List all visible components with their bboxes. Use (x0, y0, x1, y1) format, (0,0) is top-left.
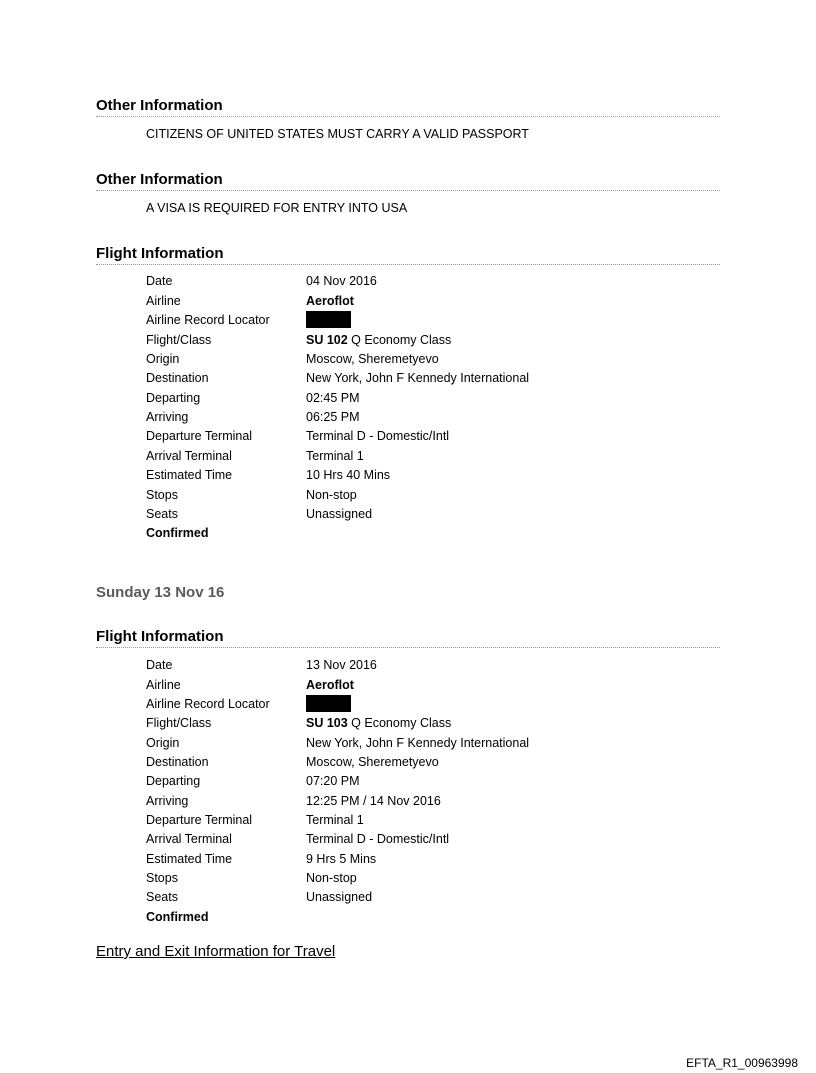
stops-label: Stops (146, 488, 178, 502)
seats-value: Unassigned (306, 507, 373, 521)
date-label: Date (146, 658, 173, 672)
cabin-class: Q Economy Class (347, 716, 452, 730)
estimated-time-label: Estimated Time (146, 852, 233, 866)
arriving-value: 06:25 PM (306, 410, 360, 424)
estimated-time-value: 10 Hrs 40 Mins (306, 468, 391, 482)
airline-name: Aeroflot (306, 294, 354, 308)
departing-label: Departing (146, 774, 201, 788)
origin-value: New York, John F Kennedy International (306, 736, 530, 750)
entry-exit-info-link[interactable]: Entry and Exit Information for Travel (96, 943, 336, 960)
arriving-label: Arriving (146, 794, 189, 808)
other-information-heading: Other Information (96, 97, 720, 117)
departure-terminal-value: Terminal 1 (306, 813, 364, 827)
stops-label: Stops (146, 871, 178, 885)
departing-value: 07:20 PM (306, 774, 360, 788)
redacted-record-locator (306, 311, 351, 328)
flight-information-heading: Flight Information (96, 628, 720, 648)
booking-status: Confirmed (146, 526, 209, 540)
seats-label: Seats (146, 507, 178, 521)
flight-number: SU 103 (306, 716, 348, 730)
arriving-value: 12:25 PM / 14 Nov 2016 (306, 794, 441, 808)
estimated-time-value: 9 Hrs 5 Mins (306, 852, 377, 866)
origin-label: Origin (146, 352, 180, 366)
estimated-time-label: Estimated Time (146, 468, 233, 482)
airline-label: Airline (146, 294, 181, 308)
arrival-terminal-value: Terminal 1 (306, 449, 364, 463)
origin-label: Origin (146, 736, 180, 750)
redacted-record-locator (306, 695, 351, 712)
passport-notice: CITIZENS OF UNITED STATES MUST CARRY A VALID PASSPORT (146, 127, 529, 141)
flight-date: 13 Nov 2016 (306, 658, 377, 672)
departure-terminal-label: Departure Terminal (146, 813, 253, 827)
other-information-heading: Other Information (96, 171, 720, 191)
departure-terminal-value: Terminal D - Domestic/Intl (306, 429, 450, 443)
flight-class-label: Flight/Class (146, 333, 212, 347)
airline-name: Aeroflot (306, 678, 354, 692)
destination-value: Moscow, Sheremetyevo (306, 755, 439, 769)
flight-class-value (306, 332, 451, 348)
stops-value: Non-stop (306, 488, 357, 502)
airline-label: Airline (146, 678, 181, 692)
arriving-label: Arriving (146, 410, 189, 424)
flight-date: 04 Nov 2016 (306, 274, 377, 288)
destination-value: New York, John F Kennedy International (306, 371, 530, 385)
departing-label: Departing (146, 391, 201, 405)
arrival-terminal-label: Arrival Terminal (146, 832, 232, 846)
cabin-class: Q Economy Class (347, 333, 452, 347)
flight-class-label: Flight/Class (146, 716, 212, 730)
seats-label: Seats (146, 890, 178, 904)
arrival-terminal-value: Terminal D - Domestic/Intl (306, 832, 450, 846)
departing-value: 02:45 PM (306, 391, 360, 405)
visa-notice: A VISA IS REQUIRED FOR ENTRY INTO USA (146, 201, 408, 215)
origin-value: Moscow, Sheremetyevo (306, 352, 439, 366)
record-locator-label: Airline Record Locator (146, 697, 270, 711)
day-heading: Sunday 13 Nov 16 (96, 584, 225, 601)
destination-label: Destination (146, 371, 209, 385)
seats-value: Unassigned (306, 890, 373, 904)
flight-class-value (306, 715, 451, 731)
booking-status: Confirmed (146, 910, 209, 924)
flight-information-heading: Flight Information (96, 245, 720, 265)
document-id: EFTA_R1_00963998 (686, 1056, 798, 1070)
destination-label: Destination (146, 755, 209, 769)
record-locator-label: Airline Record Locator (146, 313, 270, 327)
flight-number: SU 102 (306, 333, 348, 347)
date-label: Date (146, 274, 173, 288)
departure-terminal-label: Departure Terminal (146, 429, 253, 443)
stops-value: Non-stop (306, 871, 357, 885)
arrival-terminal-label: Arrival Terminal (146, 449, 232, 463)
